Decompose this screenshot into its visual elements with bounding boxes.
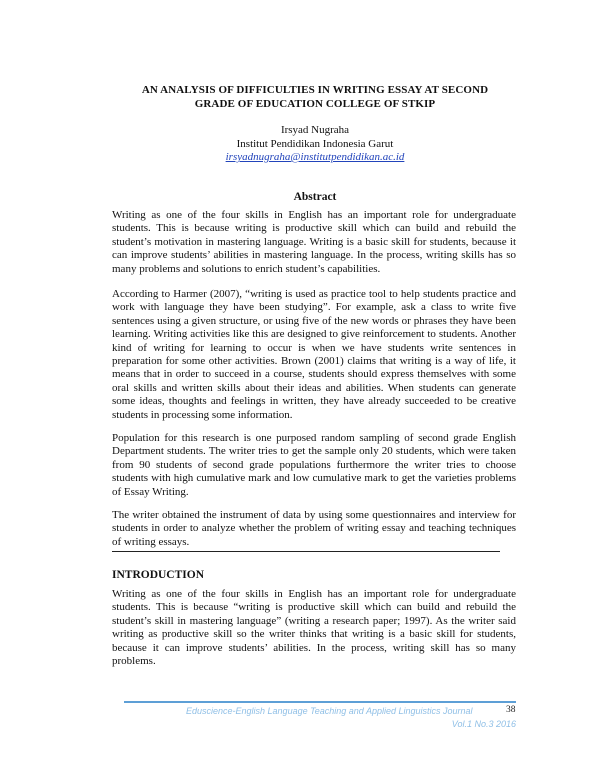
paper-title	[110, 84, 520, 111]
author-name: Irsyad Nugraha	[280, 124, 350, 136]
introduction-paragraph: Writing as one of the four skills in English has an important role for undergraduate students. This is because “writing is productive skill which can build and rebuild the student’s skill in mastering language” (writing a research paper; 1997). As the writer said writing as productive skill so the writer thinks that writing is a basic skill for students, because it can improve students’ abilities. In the process, writing skill has so many problems.	[112, 588, 516, 668]
footer-journal-name: Eduscience-English Language Teaching and Applied Linguistics Journal	[186, 706, 473, 716]
paper-title-line-2: GRADE OF EDUCATION COLLEGE OF STKIP	[194, 97, 436, 110]
abstract-paragraph-2: According to Harmer (2007), “writing is used as practice tool to help students practice and work with language they have been studying”. For example, ask a class to write five sentences using a given structure, or using five of the new words or phrases they have been learning. Writing activities like this are designed to give reinforcement to students. Another kind of writing for learning to occur is when we have students write sentences in preparation for some other activities. Brown (2001) claims that writing is a way of life, it means that in order to succeed in a course, students should express themselves with some oral skills and written skills about their ideas and abilities. When students can generate some ideas, thoughts and feelings in written, they have already succeeded to be creative students in processing some information.	[112, 288, 516, 421]
abstract-heading: Abstract	[293, 191, 337, 203]
author-block	[110, 124, 520, 165]
paper-title-line-1: AN ANALYSIS OF DIFFICULTIES IN WRITING ESSAY AT SECOND	[141, 84, 489, 96]
footer-volume: Vol.1 No.3 2016	[451, 719, 516, 729]
footer-rule	[124, 701, 516, 703]
author-affiliation: Institut Pendidikan Indonesia Garut	[236, 137, 394, 150]
author-email-link[interactable]: irsyadnugraha@institutpendidikan.ac.id	[225, 151, 405, 163]
abstract-paragraph-3: Population for this research is one purposed random sampling of second grade English Department students. The writer tries to get the sample only 20 students, which were taken from 90 students of second grade populations furthermore the writer tries to choose students with high cumulative mark and low cumulative mark to get the varieties problems of Essay Writing.	[112, 432, 516, 498]
footer-page-number: 38	[506, 705, 516, 715]
abstract-paragraph-4: The writer obtained the instrument of data by using some questionnaires and interview for students in order to analyze whether the problem of writing essay and teaching techniques of writing essays.	[112, 509, 516, 548]
abstract-paragraph-1: Writing as one of the four skills in English has an important role for undergraduate students. This is because writing is productive skill which can build and rebuild the student’s motivation in mastering language. Writing is a basic skill for students, because it can improve students’ abilities in mastering language. In the process, writing skills has so many problems and solutions to enrich student’s capabilities.	[112, 209, 516, 275]
introduction-heading: INTRODUCTION	[112, 569, 205, 581]
abstract-divider	[112, 551, 500, 552]
